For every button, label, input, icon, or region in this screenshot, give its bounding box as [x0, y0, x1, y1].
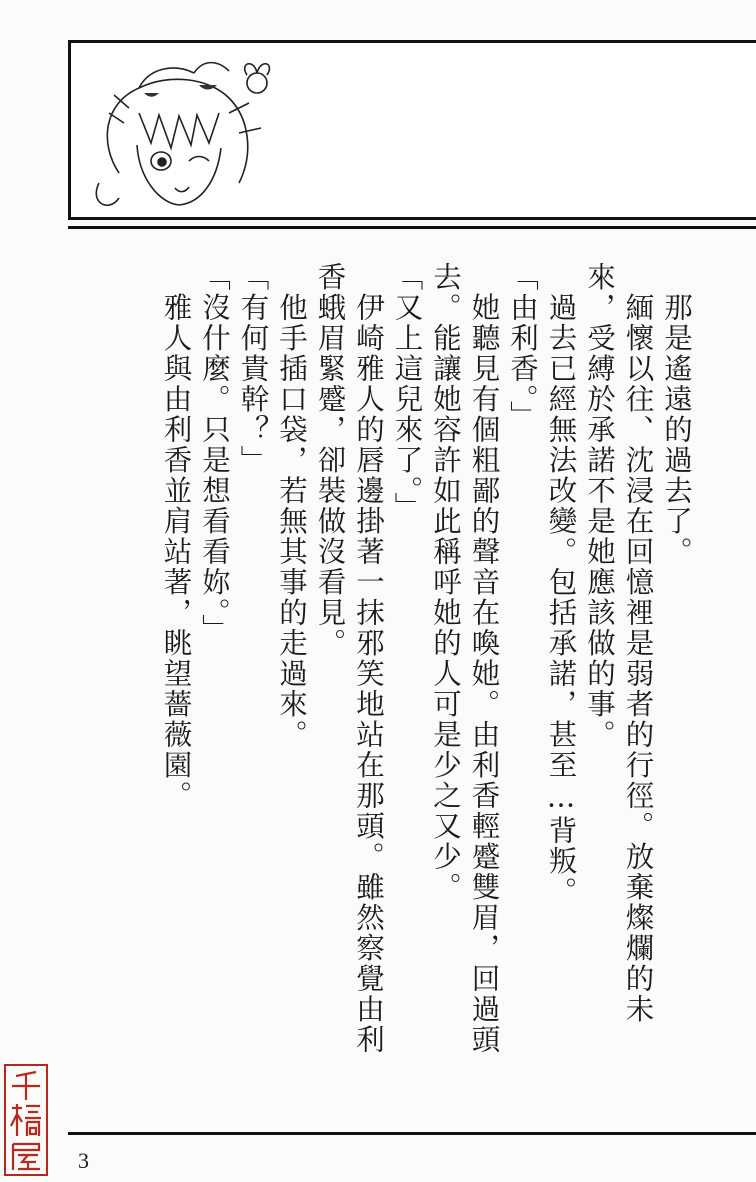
- header-frame: [68, 40, 756, 220]
- paragraph: 那是遙遠的過去了。: [660, 262, 693, 567]
- paragraph: 他手插口袋，若無其事的走過來。: [275, 262, 308, 750]
- paragraph: 緬懷以往、沈浸在回憶裡是弱者的行徑。放棄燦爛的未來，受縛於承諾不是她應該做的事。: [583, 262, 655, 1025]
- page-number: 3: [78, 1148, 89, 1173]
- anime-girl-illustration: [79, 53, 289, 218]
- body-text: [140, 262, 695, 1082]
- seal-glyphs: [6, 1066, 46, 1174]
- paragraph: 「又上這兒來了。」: [390, 262, 424, 523]
- footer-rule: [68, 1132, 756, 1135]
- paragraph: 雅人與由利香並肩站著，眺望薔薇園。: [159, 262, 193, 811]
- paragraph: 伊崎雅人的唇邊掛著一抹邪笑地站在那頭。雖然察覺由利香蛾眉緊蹙，卻裝做沒看見。: [313, 262, 385, 1055]
- paragraph: 「沒什麼。只是想看看妳。」: [198, 262, 231, 645]
- paragraph: 過去已經無法改變。包括承諾，甚至…背叛。: [544, 262, 578, 907]
- publisher-seal: [4, 1064, 48, 1176]
- paragraph: 「有何貴幹？」: [236, 262, 270, 476]
- header-rule: [68, 226, 756, 229]
- paragraph: 她聽見有個粗鄙的聲音在喚她。由利香輕蹙雙眉，回過頭去。能讓她容許如此稱呼她的人可是少之又少。: [429, 262, 501, 1055]
- paragraph: 「由利香。」: [506, 262, 539, 431]
